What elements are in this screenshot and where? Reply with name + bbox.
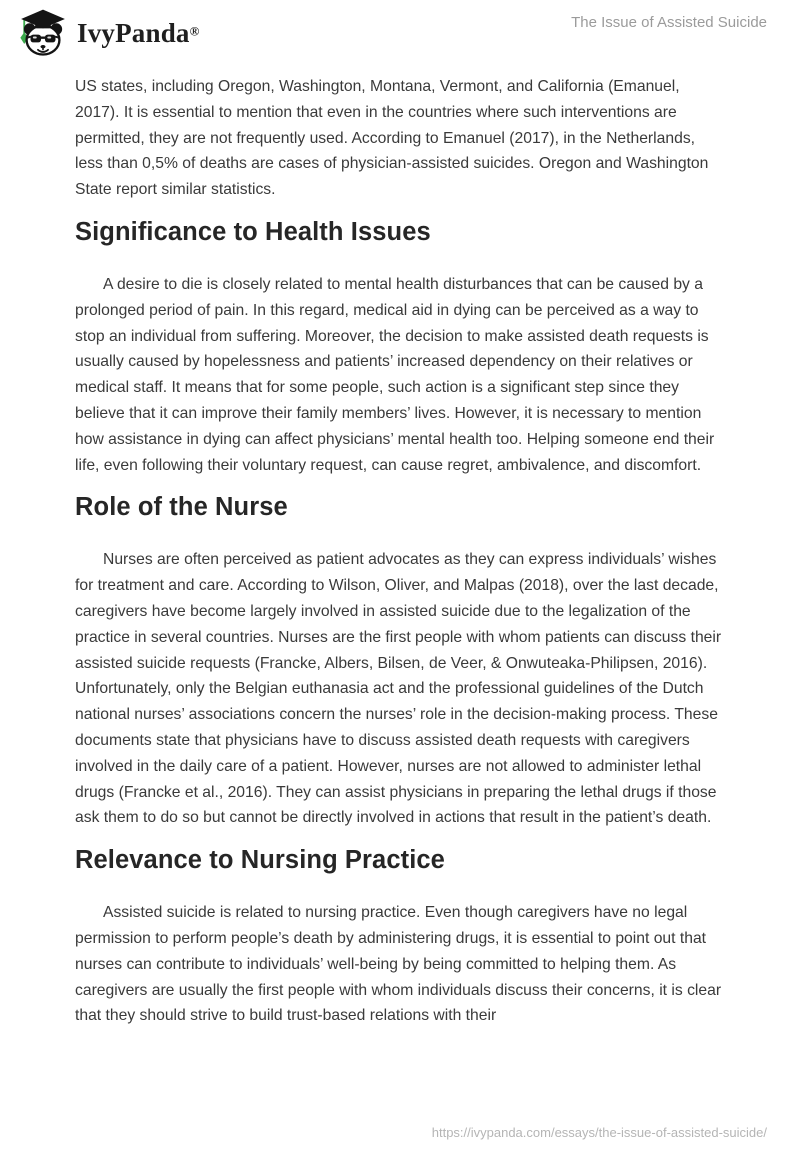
section-paragraph-relevance: Assisted suicide is related to nursing practice. Even though caregivers have no legal permission to perform people’s death by administering drugs, it is essential to point out that nurses can contribute to individuals’ well-being by being committed to helping them. As caregivers are usually the first people with whom individuals discuss their concerns, it is clear that they should strive to build trust-based relations with their bbox=[75, 904, 722, 1025]
section-paragraph-role-of-nurse: Nurses are often perceived as patient advocates as they can express individuals’ wishes for treatment and care. According to Wilson, Oliver, and Malpas (2018), over the last decade, caregivers have become largely involved in assisted suicide due to the legalization of the practice in several countries. Nurses are the first people with whom patients can discuss their assisted suicide requests (Francke, Albers, Bilsen, de Veer, & Onwuteaka-Philipsen, 2016). Unfortunately, only the Belgian euthanasia act and the professional guidelines of the Dutch national nurses’ associations concern the nurses’ role in the decision-making process. These documents state that physicians have to discuss assisted death requests with caregivers involved in the daily care of a patient. However, nurses are not allowed to administer lethal drugs (Francke et al., 2016). They can assist physicians in preparing the lethal drugs if those ask them to do so but cannot be directly involved in actions that result in the patient’s death. bbox=[75, 551, 722, 827]
ivypanda-brand bbox=[18, 8, 199, 58]
document-title: The Issue of Assisted Suicide bbox=[571, 14, 767, 31]
brand-name bbox=[77, 8, 199, 58]
article-content bbox=[0, 74, 800, 1029]
section-heading-significance: Significance to Health Issues bbox=[75, 217, 431, 246]
section-paragraph-significance: A desire to die is closely related to mental health disturbances that can be caused by a prolonged period of pain. In this regard, medical aid in dying can be perceived as a way to stop an individual from suffering. Moreover, the decision to make assisted death requests is usually caused by hopelessness and patients’ increased dependency on their relatives or medical staff. It means that for some people, such action is a significant step since they believe that it can improve their family members’ lives. However, it is necessary to mention how assistance in dying can affect physicians’ mental health too. Helping someone end their life, even following their voluntary request, can cause regret, ambivalence, and discomfort. bbox=[75, 275, 715, 474]
section-heading-role-of-nurse: Role of the Nurse bbox=[75, 493, 288, 522]
registered-trademark-symbol: ® bbox=[189, 23, 200, 39]
page-header bbox=[0, 0, 800, 64]
source-url: https://ivypanda.com/essays/the-issue-of-assisted-suicide/ bbox=[431, 1125, 767, 1140]
section-heading-relevance: Relevance to Nursing Practice bbox=[75, 846, 445, 875]
intro-paragraph: US states, including Oregon, Washington, Montana, Vermont, and California (Emanuel, 2017). It is essential to mention that even in the countries where such interventions are permitted, they are not frequently used. According to Emanuel (2017), in the Netherlands, less than 0,5% of deaths are cases of physician-assisted suicides. Oregon and Washington State report similar statistics. bbox=[75, 78, 709, 199]
brand-name-text: IvyPanda bbox=[77, 18, 190, 48]
panda-graduate-icon bbox=[18, 8, 68, 58]
